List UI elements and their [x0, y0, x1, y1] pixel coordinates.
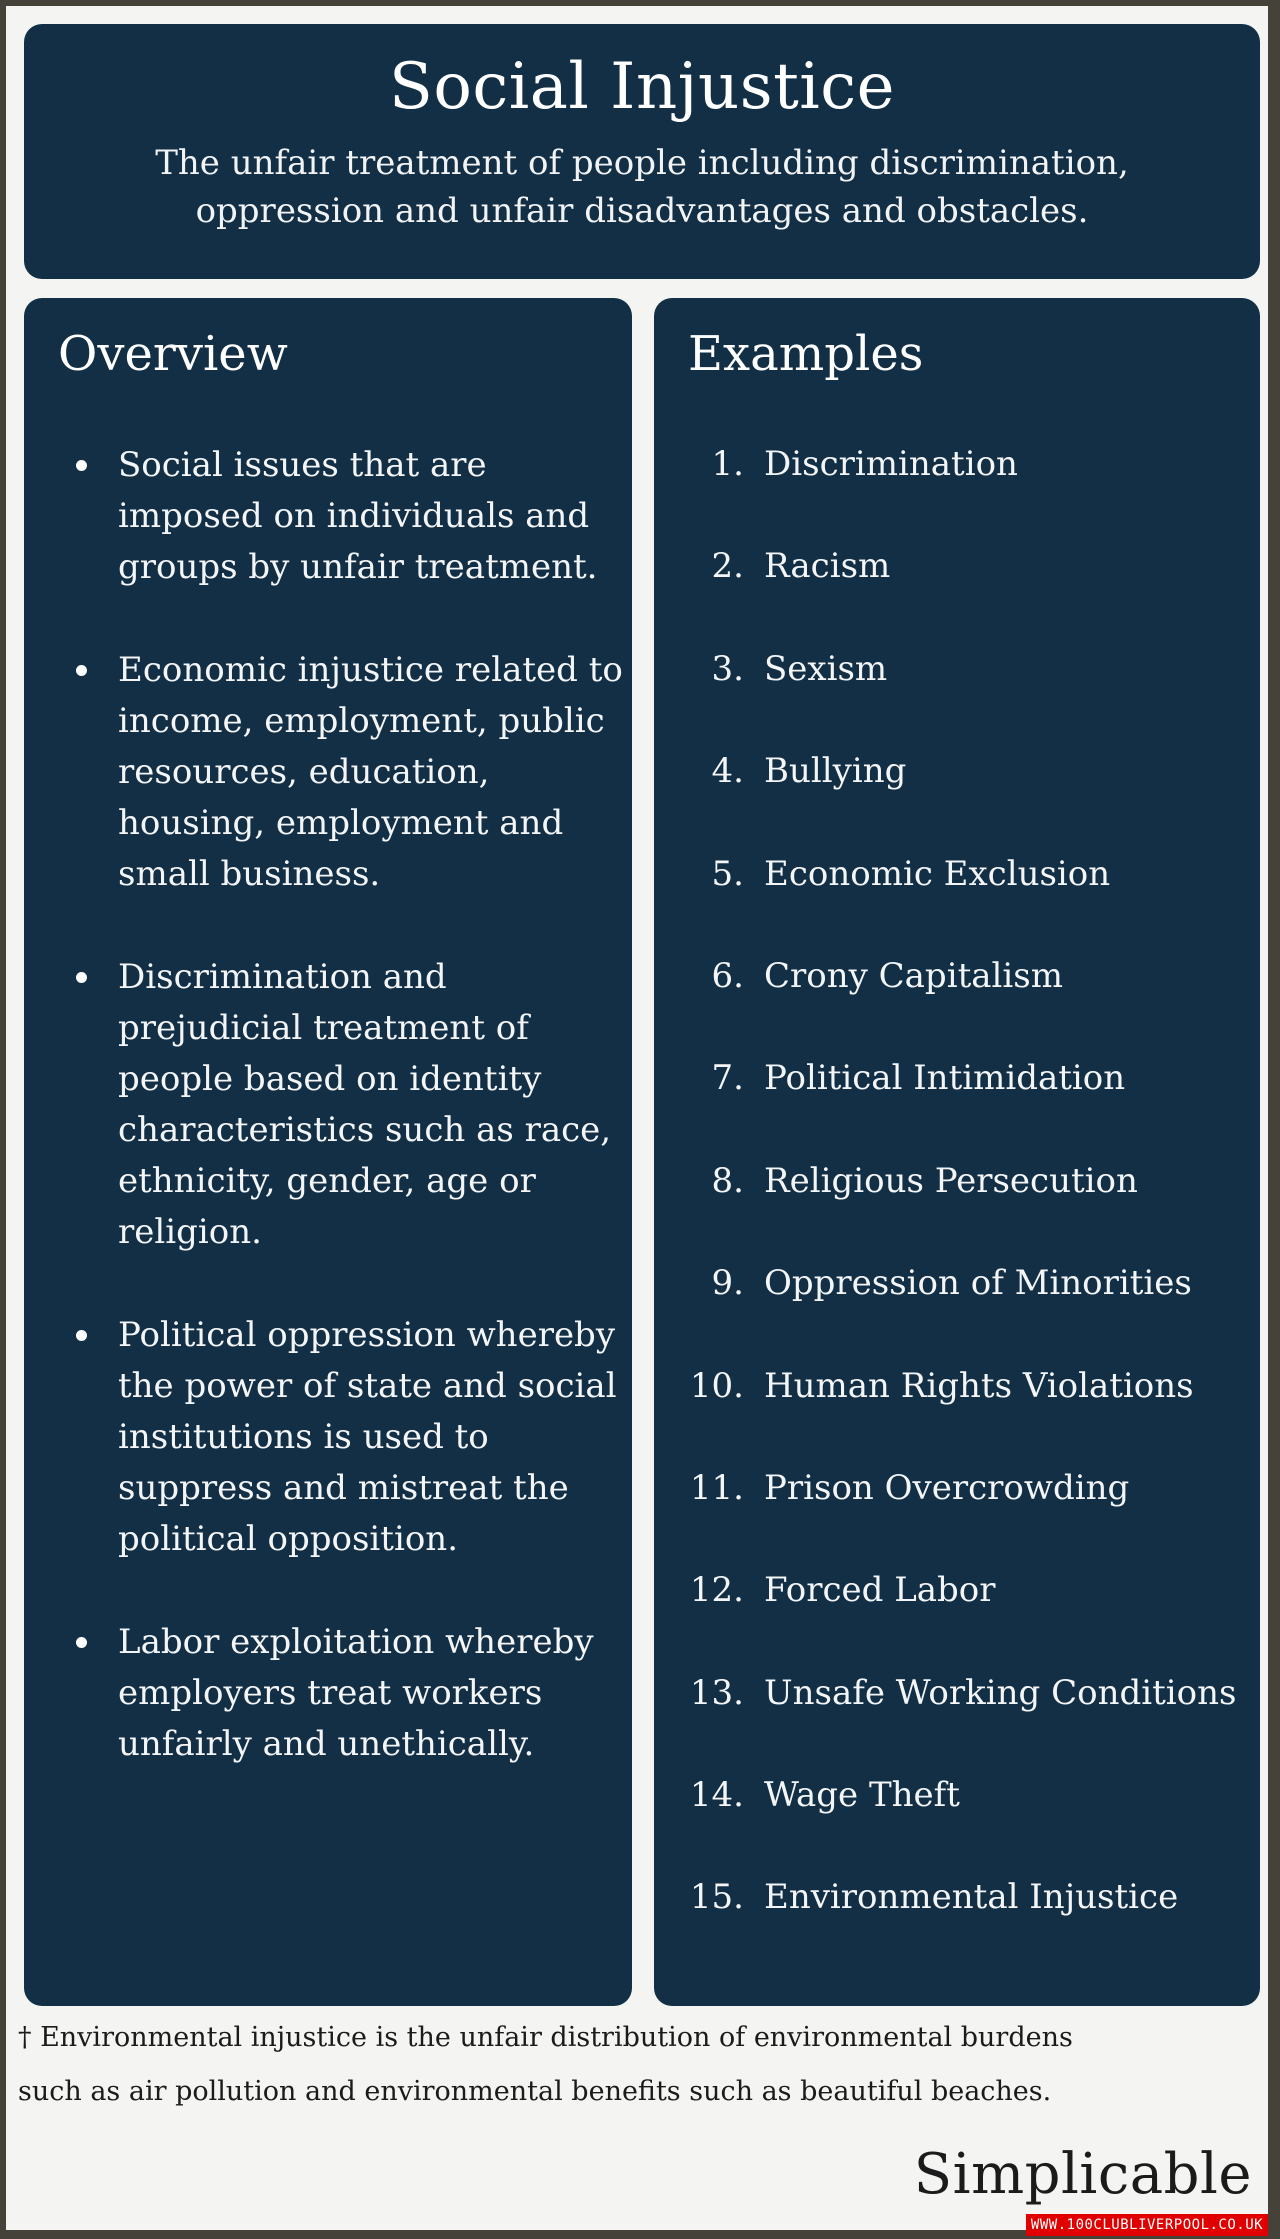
example-number: 13.: [689, 1672, 744, 1713]
overview-item: [76, 952, 624, 1258]
bullet-icon: [76, 460, 87, 471]
example-number: 8.: [711, 1160, 744, 1201]
example-number: 5.: [711, 853, 744, 894]
overview-item: [76, 1617, 624, 1770]
bullet-icon: [76, 1330, 87, 1341]
example-number: 14.: [689, 1775, 744, 1816]
example-item: [674, 643, 1264, 745]
example-label: Religious Persecution: [764, 1160, 1138, 1201]
example-item: [674, 1667, 1264, 1769]
bullet-icon: [76, 1637, 87, 1648]
examples-card: [654, 298, 1260, 2006]
example-item: [674, 1155, 1264, 1257]
examples-heading: Examples: [688, 326, 924, 382]
example-item: [674, 1462, 1264, 1564]
example-item: [674, 1052, 1264, 1154]
example-item: [674, 1871, 1264, 1973]
example-number: 1.: [711, 444, 744, 484]
example-label: Racism: [764, 546, 891, 587]
overview-item: [76, 1310, 624, 1565]
example-label: Sexism: [764, 648, 888, 689]
example-label: Economic Exclusion: [764, 853, 1111, 894]
overview-item-text: Labor exploitation whereby employers treat workers unfairly and unethically.: [118, 1622, 594, 1764]
overview-item-text: Social issues that are imposed on individuals and groups by unfair treatment.: [118, 445, 598, 587]
example-item: [674, 745, 1264, 847]
example-number: 2.: [711, 546, 744, 587]
example-label: Oppression of Minorities: [764, 1263, 1192, 1304]
overview-list: [76, 440, 624, 1822]
examples-list: [674, 438, 1264, 1974]
example-number: 6.: [711, 955, 744, 996]
bullet-icon: [76, 972, 87, 983]
example-number: 11.: [689, 1467, 744, 1508]
example-item: [674, 438, 1264, 540]
overview-item-text: Economic injustice related to income, employment, public resources, education, housing, employment and small business.: [118, 650, 623, 894]
example-label: Unsafe Working Conditions: [764, 1672, 1237, 1713]
example-item: [674, 1769, 1264, 1871]
example-label: Human Rights Violations: [764, 1365, 1194, 1406]
example-item: [674, 540, 1264, 642]
overview-heading: Overview: [58, 326, 288, 382]
example-label: Bullying: [764, 751, 907, 792]
page-subtitle: The unfair treatment of people including discrimination, oppression and unfair disadvantages and obstacles.: [155, 143, 1129, 231]
example-label: Discrimination: [764, 444, 1018, 484]
example-label: Wage Theft: [764, 1775, 960, 1816]
footnote: † Environmental injustice is the unfair distribution of environmental burdens such as air pollution and environmental benefits such as beautiful beaches.: [18, 2022, 1073, 2107]
watermark-banner: WWW.100CLUBLIVERPOOL.CO.UK: [1026, 2214, 1268, 2236]
example-number: 10.: [689, 1365, 744, 1406]
overview-item-text: Discrimination and prejudicial treatment of people based on identity characteristics such as race, ethnicity, gender, age or religion.: [118, 957, 612, 1252]
page-frame: [6, 6, 1268, 2233]
example-label: Environmental Injustice: [764, 1877, 1179, 1918]
overview-item: [76, 645, 624, 900]
example-label: Crony Capitalism: [764, 955, 1063, 996]
example-item: [674, 1360, 1264, 1462]
example-item: [674, 950, 1264, 1052]
example-number: 4.: [711, 751, 744, 792]
example-number: 9.: [711, 1263, 744, 1304]
example-number: 12.: [689, 1570, 744, 1611]
example-number: 7.: [711, 1058, 744, 1099]
example-number: 15.: [689, 1877, 744, 1918]
overview-card: [24, 298, 632, 2006]
example-item: [674, 848, 1264, 950]
example-label: Forced Labor: [764, 1570, 996, 1611]
example-label: Political Intimidation: [764, 1058, 1126, 1099]
overview-item: [76, 440, 624, 593]
page-title: Social Injustice: [389, 50, 895, 124]
header-card: [24, 24, 1260, 279]
example-item: [674, 1257, 1264, 1359]
example-number: 3.: [711, 648, 744, 689]
example-item: [674, 1564, 1264, 1666]
bullet-icon: [76, 665, 87, 676]
example-label: Prison Overcrowding: [764, 1467, 1130, 1508]
overview-item-text: Political oppression whereby the power of state and social institutions is used to suppress and mistreat the political opposition.: [118, 1315, 617, 1559]
brand-logo: Simplicable: [913, 2142, 1252, 2207]
